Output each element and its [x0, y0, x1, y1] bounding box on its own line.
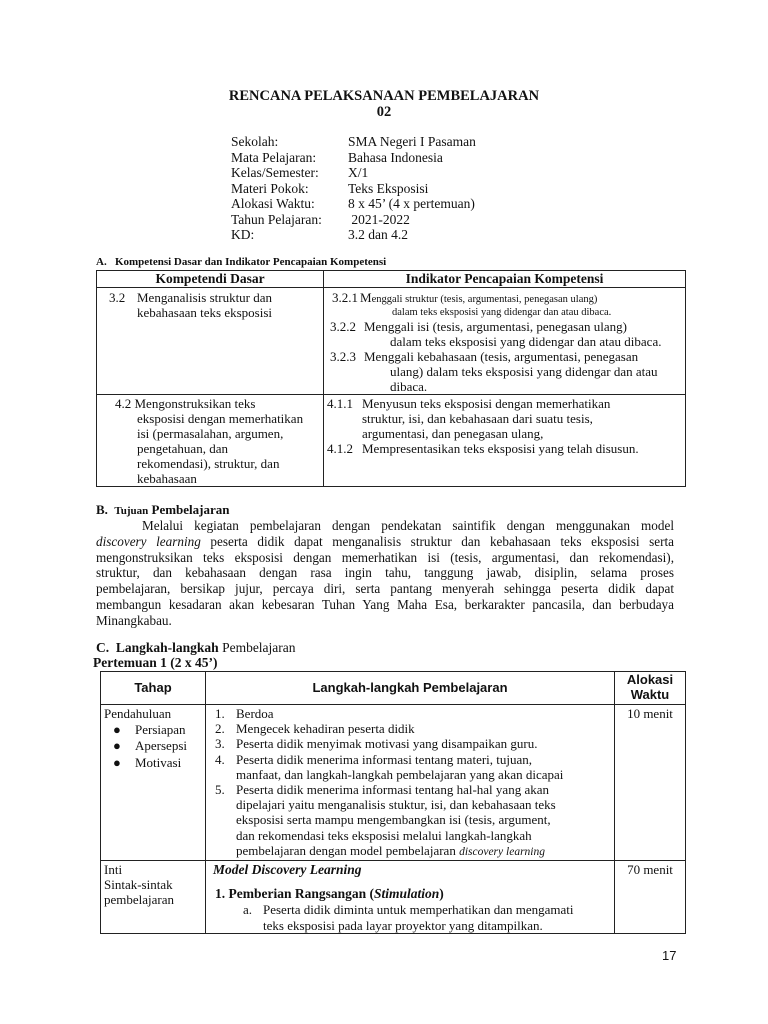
step-number: 5. — [215, 782, 225, 798]
indicator-text: dalam teks eksposisi yang didengar dan atau dibaca. — [390, 334, 662, 349]
stage-label: Inti — [104, 862, 123, 878]
list-item — [206, 721, 614, 736]
section-title: Kompetensi Dasar dan Indikator Pencapaian Kompetensi — [114, 256, 387, 268]
paragraph-line: mengonstruksikan teks eksposisi dengan memerhatikan isi (tesis, argumentasi, dan rekomendasi), — [96, 549, 674, 565]
section-title: Langkah-langkah — [115, 640, 219, 655]
indicator-number: 3.2.2 — [330, 319, 356, 334]
info-value: 2021-2022 — [348, 211, 410, 227]
paragraph-line: Melalui kegiatan pembelajaran dengan pendekatan saintifik dengan menggunakan model — [142, 518, 674, 533]
indicator-text: dibaca. — [390, 379, 428, 394]
stage-cell — [101, 861, 206, 934]
kd-text: rekomendasi), struktur, dan — [137, 456, 280, 471]
stage-label: pembelajaran — [104, 892, 175, 908]
table-header: Tahap — [101, 672, 206, 705]
paragraph-line: struktur, dan kebahasaan dengan rasa ingin tahu, tanggung jawab, disiplin, selama proses — [96, 565, 674, 581]
section-label: C. — [96, 640, 110, 655]
info-value: Bahasa Indonesia — [348, 149, 443, 165]
step-heading-text: ) — [439, 886, 444, 902]
info-value: Teks Eksposisi — [348, 180, 429, 196]
step-text: manfaat, dan langkah-langkah pembelajaran yang akan dicapai — [236, 766, 564, 782]
time-cell — [615, 705, 686, 861]
info-row — [231, 150, 443, 166]
step-text: Berdoa — [236, 706, 274, 721]
list-item — [206, 752, 614, 782]
section-label: B. — [96, 502, 108, 517]
paragraph-line: Minangkabau. — [96, 612, 172, 628]
list-item — [104, 738, 203, 753]
section-label: A. — [96, 256, 107, 268]
competency-table — [96, 270, 686, 487]
bullet-text: Motivasi — [135, 754, 182, 770]
kd-number: 3.2 — [109, 290, 126, 305]
kd-text: 4.2 Mengonstruksikan teks — [115, 396, 256, 411]
info-value: 3.2 dan 4.2 — [348, 227, 408, 242]
section-c-heading — [96, 640, 296, 656]
bullet-text: Persiapan — [135, 722, 186, 738]
info-key: Tahun Pelajaran: — [231, 211, 322, 227]
bullet-icon: ● — [113, 738, 121, 754]
info-value: SMA Negeri I Pasaman — [348, 134, 476, 149]
italic-term: discovery learning — [459, 845, 545, 858]
kd-text: kebahasaan teks eksposisi — [137, 305, 273, 320]
list-item — [213, 902, 614, 932]
bullet-icon: ● — [113, 754, 121, 770]
paragraph-line: membangun kesadaran akan kebesaran Tuhan Yang Maha Esa, berkarakter pancasila, dan berbudaya — [96, 596, 674, 612]
step-number: 1. — [215, 706, 225, 721]
table-header — [615, 672, 686, 705]
steps-table — [100, 671, 686, 934]
section-title: Pembelajaran — [218, 640, 296, 655]
paragraph-line: pembelajaran, bersikap jujur, percaya diri, serta pantang menyerah sehingga peserta didik dapat — [96, 581, 674, 597]
indicator-text: Menggali isi (tesis, argumentasi, penegasan ulang) — [364, 319, 627, 334]
section-b-heading — [96, 502, 230, 518]
sub-step-letter: a. — [243, 902, 253, 918]
indicator-number: 4.1.1 — [327, 396, 353, 411]
header-line: Waktu — [630, 687, 670, 703]
paragraph-line — [96, 534, 674, 550]
step-number: 2. — [215, 721, 225, 737]
info-key: Materi Pokok: — [231, 180, 309, 196]
step-number: 4. — [215, 751, 225, 767]
document-number: 02 — [376, 104, 392, 120]
info-row — [231, 181, 428, 197]
section-title: Pembelajaran — [148, 502, 230, 517]
indicator-text: Menyusun teks eksposisi dengan memerhatikan — [362, 396, 611, 411]
model-title: Model Discovery Learning — [213, 862, 362, 878]
list-item — [206, 782, 614, 860]
info-value: X/1 — [348, 165, 369, 180]
stage-label: Pendahuluan — [104, 706, 172, 721]
step-text: teks eksposisi pada layar proyektor yang ditampilkan. — [263, 917, 543, 933]
section-title: Tujuan — [114, 505, 149, 517]
indicator-item — [324, 290, 685, 319]
step-heading-term: Stimulation — [374, 886, 440, 902]
info-key: Mata Pelajaran: — [231, 149, 317, 165]
indicator-number: 4.1.2 — [327, 441, 353, 456]
indicator-number: 3.2.1 — [332, 290, 358, 305]
table-header: Langkah-langkah Pembelajaran — [206, 672, 615, 705]
kd-text: pengetahuan, dan — [137, 441, 228, 456]
indicator-item — [324, 349, 685, 394]
italic-term: discovery learning — [96, 533, 201, 549]
table-row — [101, 705, 686, 861]
indicator-text: ulang) dalam teks eksposisi yang didengar dan atau — [390, 364, 658, 379]
step-text-part: pembelajaran dengan model pembelajaran — [236, 842, 460, 858]
indicator-text: Menggali kebahasaan (tesis, argumentasi, penegasan — [364, 349, 639, 364]
step-text: Peserta didik menyimak motivasi yang disampaikan guru. — [236, 736, 538, 752]
kd-text: Menganalisis struktur dan — [137, 290, 273, 305]
step-text: Peserta didik diminta untuk memperhatikan dan mengamati — [263, 902, 574, 918]
indicator-text: M — [360, 290, 372, 305]
step-heading — [213, 886, 614, 901]
indicator-number: 3.2.3 — [330, 349, 356, 364]
time-value: 10 menit — [627, 706, 673, 721]
kd-cell — [97, 288, 324, 395]
info-row — [231, 212, 410, 228]
stage-label: Sintak-sintak — [104, 877, 173, 893]
step-text: Mengecek kehadiran peserta didik — [236, 721, 415, 737]
objective-paragraph — [96, 518, 674, 629]
indicator-text: dalam teks eksposisi yang didengar dan atau dibaca. — [392, 307, 612, 318]
steps-cell — [206, 861, 615, 934]
step-text: dipelajari yaitu menganalisis stuktur, isi, dan kebahasaan teks — [236, 797, 556, 813]
info-value: 8 x 45’ (4 x pertemuan) — [348, 196, 475, 211]
info-row — [231, 134, 476, 150]
table-row — [97, 288, 686, 395]
table-header: Indikator Pencapaian Kompetensi — [324, 271, 686, 288]
kd-text: kebahasaan — [137, 471, 197, 486]
list-item — [206, 736, 614, 751]
indicator-item — [324, 441, 685, 456]
list-item — [206, 706, 614, 721]
indicator-text: struktur, isi, dan kebahasaan dari suatu tesis, — [362, 411, 593, 426]
info-key: KD: — [231, 227, 255, 242]
meeting-title: Pertemuan 1 (2 x 45’) — [93, 655, 218, 670]
bullet-icon: ● — [113, 722, 121, 738]
step-text: Peserta didik menerima informasi tentang hal-hal yang akan — [236, 782, 549, 798]
step-text: eksposisi serta mampu mengembangkan isi (tesis, argument, — [236, 812, 551, 828]
indicator-text: enggali struktur (tesis, argumentasi, penegasan ulang) — [371, 294, 598, 305]
indicator-cell — [324, 288, 686, 395]
steps-cell — [206, 705, 615, 861]
info-row — [231, 227, 408, 243]
indicator-text: argumentasi, dan penegasan ulang, — [362, 426, 544, 441]
bullet-text: Apersepsi — [135, 738, 187, 754]
stage-cell — [101, 705, 206, 861]
step-text: Peserta didik menerima informasi tentang materi, tujuan, — [236, 751, 533, 767]
indicator-item — [324, 319, 685, 349]
kd-text: isi (permasalahan, argumen, — [137, 426, 284, 441]
indicator-text: Mempresentasikan teks eksposisi yang telah disusun. — [362, 441, 639, 456]
info-row — [231, 165, 368, 181]
info-key: Kelas/Semester: — [231, 165, 319, 180]
time-cell — [615, 861, 686, 934]
info-key: Alokasi Waktu: — [231, 196, 315, 211]
header-line: Alokasi — [626, 672, 674, 687]
kd-text: eksposisi dengan memerhatikan — [137, 411, 304, 426]
list-item — [104, 722, 203, 737]
document-title: RENCANA PELAKSANAAN PEMBELAJARAN — [228, 88, 540, 104]
list-item — [104, 755, 203, 770]
step-number: 3. — [215, 736, 225, 752]
time-value: 70 menit — [627, 862, 673, 878]
step-text — [236, 843, 614, 860]
info-row — [231, 196, 475, 212]
table-row — [101, 861, 686, 934]
step-heading-text: 1. Pemberian Rangsangan ( — [215, 886, 375, 902]
table-header: Kompetendi Dasar — [97, 271, 324, 288]
page-number: 17 — [662, 948, 677, 963]
indicator-item — [324, 396, 685, 441]
indicator-cell — [324, 395, 686, 487]
section-a-heading — [96, 256, 386, 268]
step-text: dan rekomendasi teks eksposisi melalui langkah-langkah — [236, 827, 532, 843]
paragraph-text: peserta didik dapat menganalisis struktur dan kebahasaan teks eksposisi serta — [200, 533, 675, 549]
table-row — [97, 395, 686, 487]
info-key: Sekolah: — [231, 134, 279, 149]
kd-cell — [97, 395, 324, 487]
